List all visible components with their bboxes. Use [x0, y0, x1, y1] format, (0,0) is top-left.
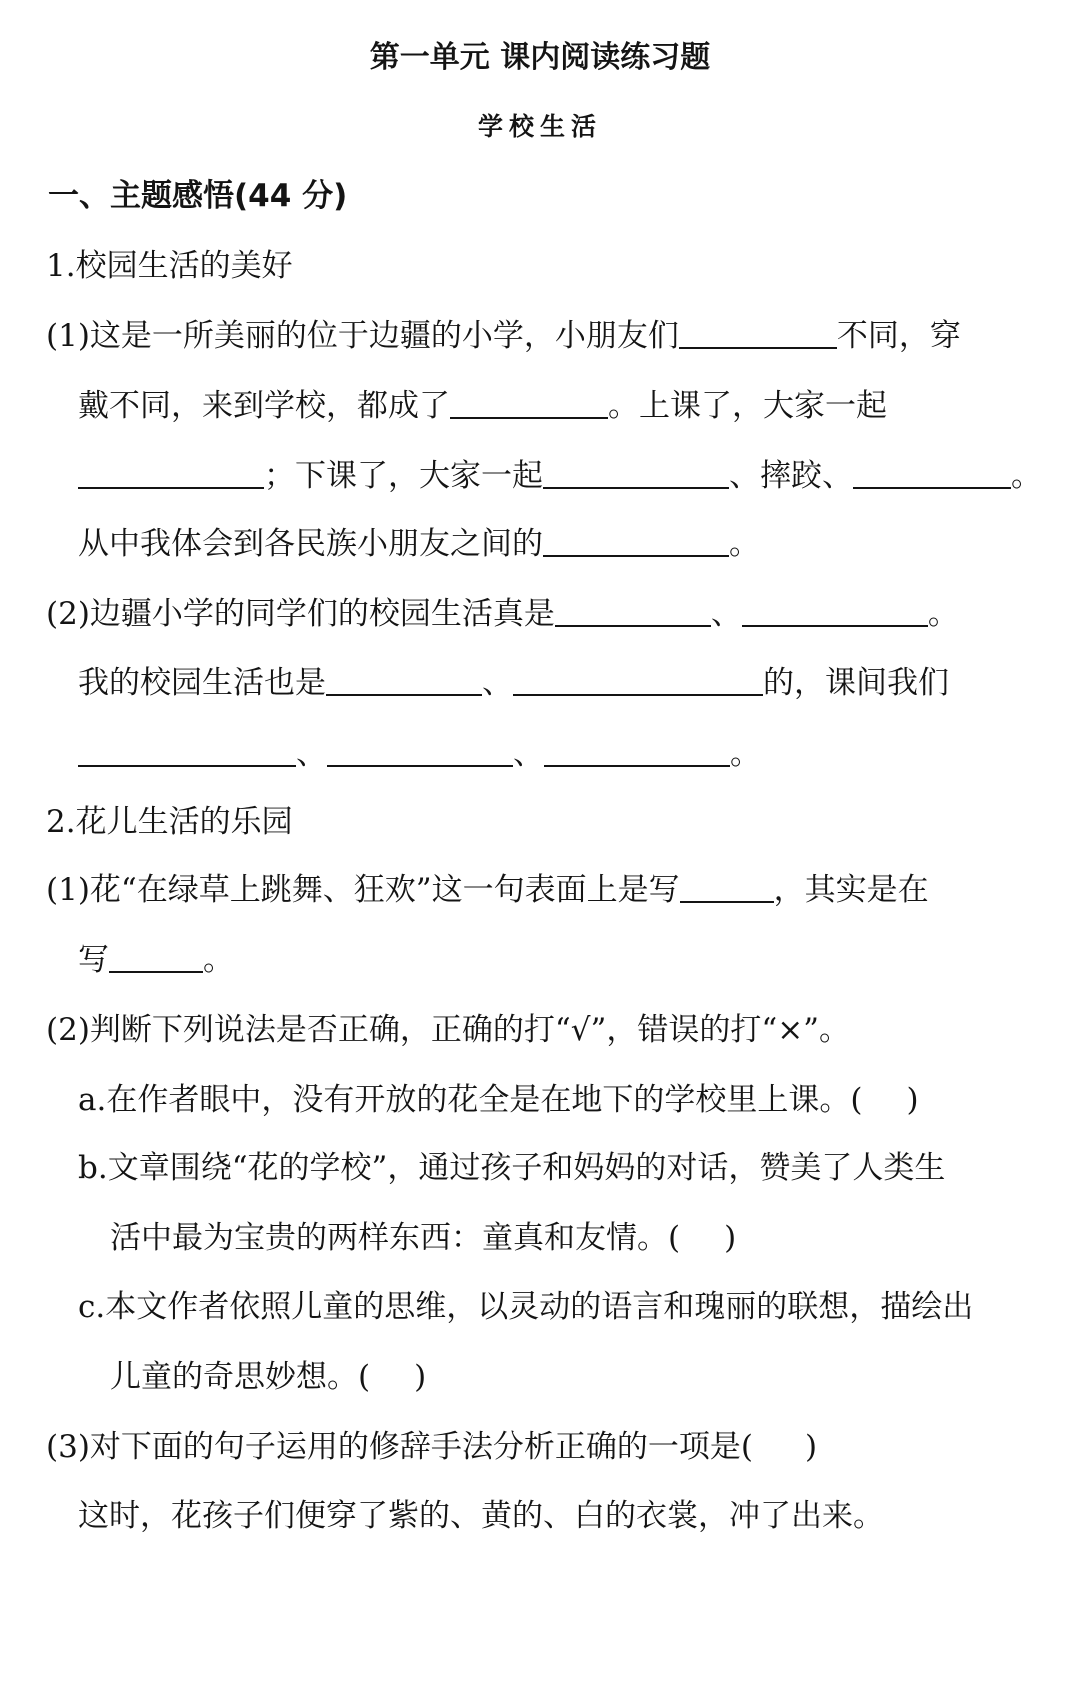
- statement-text: 活中最为宝贵的两样东西：童真和友情。(: [110, 1220, 681, 1256]
- question-line: [46, 594, 959, 634]
- judge-item-c-cont: [110, 1357, 426, 1397]
- answer-blank[interactable]: [680, 875, 774, 903]
- question-line: [78, 940, 234, 980]
- question-text: 从中我体会到各民族小朋友之间的: [78, 526, 543, 562]
- judge-item-b: b.文章围绕“花的学校”，通过孩子和妈妈的对话，赞美了人类生: [78, 1150, 946, 1186]
- question-text: 。: [729, 526, 760, 562]
- question-text: 。: [203, 942, 234, 978]
- question-text: 。: [1011, 458, 1042, 494]
- question-line: [78, 663, 949, 703]
- question-text: 、: [513, 736, 544, 772]
- question-text: 不同，穿: [836, 318, 961, 354]
- question-text: 、: [296, 736, 327, 772]
- topic-heading: 2.花儿生活的乐园: [46, 804, 293, 840]
- paren-close: ): [414, 1359, 427, 1395]
- question-text: 。上课了，大家一起: [608, 388, 887, 424]
- question-line: [78, 524, 760, 564]
- question-text: 。: [730, 736, 761, 772]
- question-text: 、摔跤、: [729, 458, 853, 494]
- question-line: [78, 456, 1042, 496]
- answer-blank[interactable]: [742, 599, 928, 627]
- example-sentence: 这时，花孩子们便穿了紫的、黄的、白的衣裳，冲了出来。: [78, 1498, 884, 1534]
- question-text: 、: [710, 596, 742, 632]
- section-heading: 一、主题感悟(44 分): [48, 178, 348, 214]
- question-text: 写: [78, 942, 109, 978]
- answer-blank[interactable]: [450, 391, 608, 419]
- question-text: ；下课了，大家一起: [264, 458, 543, 494]
- topic-heading: 1.校园生活的美好: [46, 248, 293, 284]
- question-line: [46, 870, 929, 910]
- answer-blank[interactable]: [853, 461, 1011, 489]
- question-text: (1)这是一所美丽的位于边疆的小学，小朋友们: [46, 318, 679, 354]
- question-text: (2)边疆小学的同学们的校园生活真是: [46, 596, 555, 632]
- page-subtitle: 学校生活: [477, 112, 602, 141]
- question-text: 戴不同，来到学校，都成了: [78, 388, 450, 424]
- paren-close: ): [724, 1220, 737, 1256]
- answer-blank[interactable]: [109, 945, 203, 973]
- answer-blank[interactable]: [78, 461, 264, 489]
- judge-item-b-cont: [110, 1218, 736, 1258]
- question-text: 。: [927, 596, 959, 632]
- question-text: ，其实是在: [773, 872, 929, 908]
- judge-item-a: [78, 1080, 919, 1120]
- question-text: 我的校园生活也是: [78, 665, 326, 701]
- answer-blank[interactable]: [679, 321, 837, 349]
- statement-text: a.在作者眼中，没有开放的花全是在地下的学校里上课。(: [78, 1082, 863, 1118]
- paren-close: ): [805, 1429, 818, 1465]
- answer-blank[interactable]: [543, 529, 729, 557]
- choice-prompt: [46, 1427, 817, 1467]
- question-text: 、: [482, 665, 513, 701]
- judge-item-c: c.本文作者依照儿童的思维，以灵动的语言和瑰丽的联想，描绘出: [78, 1289, 974, 1325]
- judge-prompt: (2)判断下列说法是否正确，正确的打“√”，错误的打“×”。: [46, 1012, 851, 1048]
- answer-blank[interactable]: [544, 739, 730, 767]
- answer-blank[interactable]: [326, 668, 482, 696]
- question-line: [78, 386, 887, 426]
- question-text: (1)花“在绿草上跳舞、狂欢”这一句表面上是写: [46, 872, 680, 908]
- answer-blank[interactable]: [327, 739, 513, 767]
- question-text: (3)对下面的句子运用的修辞手法分析正确的一项是(: [46, 1429, 754, 1465]
- answer-blank[interactable]: [513, 668, 763, 696]
- page-title: 第一单元 课内阅读练习题: [369, 40, 711, 75]
- question-line: [78, 734, 761, 774]
- statement-text: 儿童的奇思妙想。(: [110, 1359, 371, 1395]
- answer-blank[interactable]: [543, 461, 729, 489]
- question-line: [46, 316, 961, 356]
- answer-blank[interactable]: [78, 739, 296, 767]
- answer-blank[interactable]: [555, 599, 711, 627]
- paren-close: ): [906, 1082, 919, 1118]
- question-text: 的，课间我们: [763, 665, 949, 701]
